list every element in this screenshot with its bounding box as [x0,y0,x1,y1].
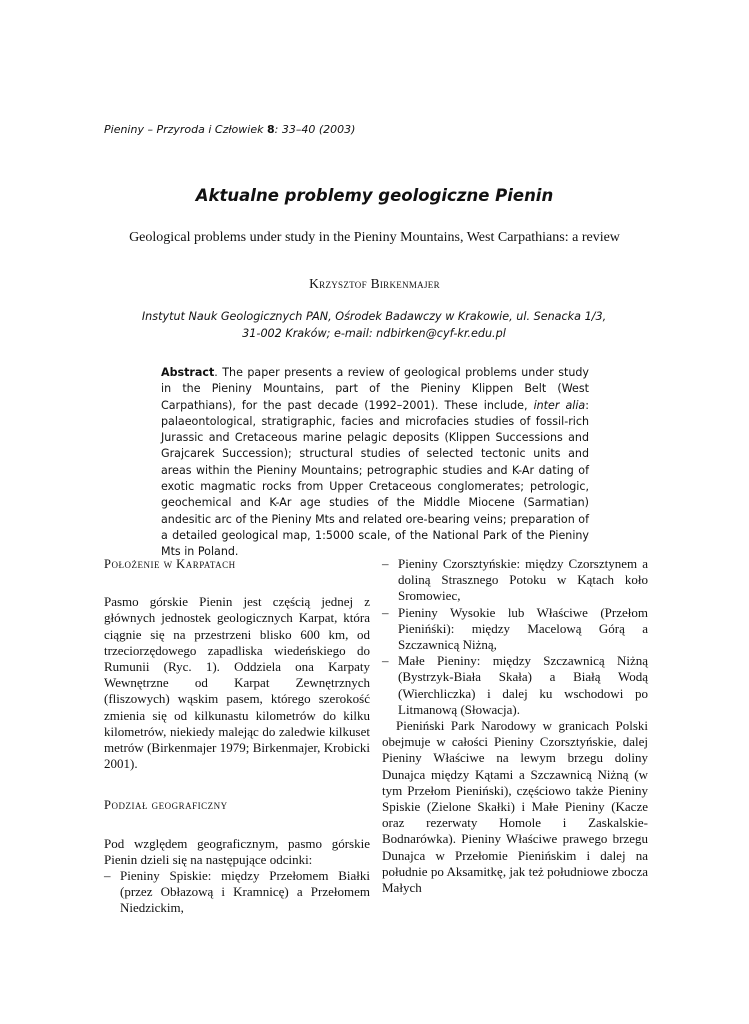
author-name: Krzysztof Birkenmajer [309,276,440,291]
paragraph-location: Pasmo górskie Pienin jest częścią jednej z głównych jednostek geologicznych Karpat, która ciągnie się na przestrzeni blisko 600 km, od trzeciorzędowego zapadliska wiedeńskiego do Rumunii (Ryc. 1). Oddziela ona Karpaty Wewnętrzne od Karpat Zewnętrznych (fliszowych) wąskim pasem, którego szerokość zmienia się od kilkunastu kilometrów do kilku kilometrów, niekiedy malejąc do zaledwie kilkuset metrów (Birkenmajer 1979; Birkenmajer, Krobicki 2001). [104,594,370,772]
article-title: Aktualne problemy geologiczne Pienin [195,186,554,205]
abstract-text-1: . The paper presents a review of geological problems under study in the Pieniny Mountains, part of the Pieniny Klippen Belt (West Carpathians), for the past decade (1992–2001). These include, [161,366,589,412]
journal-pages-year: : 33–40 (2003) [274,123,356,136]
right-column [382,556,648,896]
list-item: – Pieniny Spiskie: między Przełomem Białki (przez Obłazową i Kramnicę) a Przełomem Niedzickim, [104,868,370,917]
range-list-left [104,868,370,917]
abstract-label: Abstract [161,366,215,379]
list-item: – Pieniny Wysokie lub Właściwe (Przełom Pienińśki): między Macelową Górą a Szczawnicą Niżną, [382,605,648,654]
section-heading-geography: Podział geograficzny [104,798,228,813]
range-list-right [382,556,648,718]
left-column [104,556,370,917]
abstract [161,365,589,561]
journal-name: Pieniny – Przyroda i Człowiek [104,123,264,136]
affiliation-line-2: 31-002 Kraków; e-mail: ndbirken@cyf-kr.edu.pl [242,326,506,340]
section-heading-location: Położenie w Karpatach [104,557,236,571]
paragraph-national-park: Pieniński Park Narodowy w granicach Polski obejmuje w całości Pieniny Czorsztyńskie, dalej Pieniny Właściwe na lewym brzegu doliny Dunajca między Kątami a Szczawnicą Niżną (w tym Przełom Pieniński), częściowo także Pieniny Spiskie (Zielone Skałki) i Małe Pieniny (Kacze oraz rezerwaty Homole i Zaskalskie-Bodnarówka). Pieniny Właściwe prawego brzegu Dunajca w Przełomie Pienińskim i dalej na południe po Aksamitkę, jak też południowe zbocza Małych [382,718,648,896]
article-subtitle: Geological problems under study in the Pieniny Mountains, West Carpathians: a review [129,230,620,245]
list-item: – Małe Pieniny: między Szczawnicą Niżną (Bystrzyk-Biała Skała) a Białą Wodą (Wierchliczka) i dalej ku wschodowi po Litmanową (Słowacja). [382,653,648,718]
abstract-italic: inter alia [533,398,586,412]
abstract-text-2: : palaeontological, stratigraphic, facies and microfacies studies of fossil-rich Jurassic and Cretaceous marine pelagic deposits (Klippen Successions and Grajcarek Succession); structural studies of selected tectonic units and areas within the Pieniny Mountains; petrographic studies and K-Ar dating of exotic magmatic rocks from Upper Cretaceous conglomerates; petrologic, geochemical and K-Ar age studies of the Middle Miocene (Sarmatian) andesitic arc of the Pieniny Mts and related ore-bearing veins; preparation of a detailed geological map, 1:5000 scale, of the National Park of the Pieniny Mts in Poland. [161,398,589,559]
affiliation-line-1: Instytut Nauk Geologicznych PAN, Ośrodek Badawczy w Krakowie, ul. Senacka 1/3, [141,310,607,323]
journal-citation [104,123,355,136]
affiliation [120,309,628,342]
list-item: – Pieniny Czorsztyńskie: między Czorsztynem a doliną Strasznego Potoku w Kątach koło Sromowiec, [382,556,648,605]
paragraph-geography-intro: Pod względem geograficznym, pasmo górskie Pienin dzieli się na następujące odcinki: [104,835,370,867]
journal-volume: 8 [266,123,275,136]
